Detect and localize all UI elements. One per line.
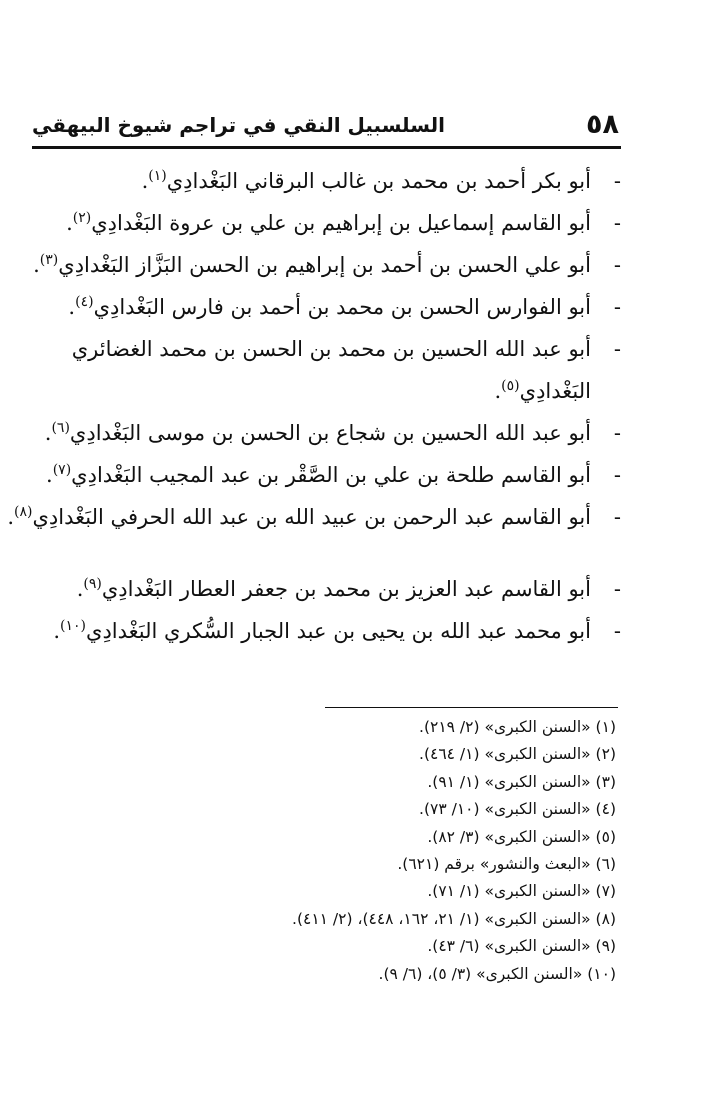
footnote-ref[interactable]: (٣) [39, 252, 59, 268]
entry-end: . [46, 463, 53, 487]
footnote: (١) «السنن الكبرى» (٢/ ٢١٩). [419, 718, 616, 736]
dash: - [613, 211, 621, 235]
entry-end: . [44, 421, 52, 445]
footnote-ref[interactable]: (٩) [83, 576, 102, 592]
entry-text: أبو القاسم إسماعيل بن إبراهيم بن علي بن عروة البَغْدادِي [91, 211, 591, 235]
footnote: (٤) «السنن الكبرى» (١٠/ ٧٣). [419, 800, 616, 819]
list-item [40, 286, 621, 328]
footnote: (٥) «السنن الكبرى» (٣/ ٨٢). [427, 827, 616, 846]
entry-text: أبو القاسم طلحة بن علي بن الصَّقْر بن عبد المجيب البَغْدادِي [71, 463, 591, 487]
list-item [40, 454, 621, 496]
dash: - [613, 421, 621, 445]
footnote: (٨) «السنن الكبرى» (١/ ٢١، ١٦٢، ٤٤٨)، (٢/ ٤١١). [292, 909, 616, 928]
dash: - [613, 463, 621, 487]
entry-text: أبو بكر أحمد بن محمد بن غالب البرقاني البَغْدادِي [166, 169, 591, 193]
list-item [40, 160, 621, 202]
list-item [40, 328, 621, 412]
entry-text: أبو محمد عبد الله بن يحيى بن عبد الجبار السُّكري البَغْدادِي [86, 619, 591, 643]
entry-end: . [76, 577, 84, 601]
footnote-ref[interactable]: (٦) [51, 420, 70, 436]
footnote: (٢) «السنن الكبرى» (١/ ٤٦٤). [419, 745, 616, 764]
list-item [40, 412, 621, 454]
list-item [40, 610, 621, 652]
footnote: (٩) «السنن الكبرى» (٦/ ٤٣). [427, 937, 616, 956]
footnote: (٧) «السنن الكبرى» (١/ ٧١). [427, 882, 616, 901]
entry-text: أبو القاسم عبد الرحمن بن عبيد الله بن عبد الله الحرفي البَغْدادِي [32, 505, 591, 529]
running-title: السلسبيل النقي في تراجم شيوخ البيهقي [32, 113, 445, 137]
list-item [7, 496, 621, 538]
footnote: (١٠) «السنن الكبرى» (٣/ ٥)، (٦/ ٩). [378, 964, 616, 983]
footnote-ref[interactable]: (١) [148, 168, 167, 184]
footnote-ref[interactable]: (٢) [72, 210, 92, 226]
entry-end: . [494, 379, 502, 403]
entry-end: . [33, 253, 40, 277]
entry-end: . [68, 295, 76, 319]
dash: - [613, 505, 621, 529]
list-item [40, 202, 621, 244]
dash: - [613, 577, 621, 601]
footnote: (٦) «البعث والنشور» برقم (٦٢١). [397, 854, 616, 873]
footnote-ref[interactable]: (٥) [501, 378, 520, 394]
entry-end: . [53, 619, 61, 643]
footnote-divider [325, 707, 618, 708]
dash: - [613, 295, 621, 319]
entry-text: أبو عبد الله الحسين بن شجاع بن الحسن بن موسى البَغْدادِي [69, 421, 591, 445]
scholar-list [7, 160, 621, 652]
footnote-ref[interactable]: (٧) [52, 462, 72, 478]
footnote-ref[interactable]: (٤) [75, 294, 94, 310]
entry-text: أبو عبد الله الحسين بن محمد بن الحسن بن محمد الغضائري البَغْدادِي [71, 337, 591, 403]
entry-text: أبو الفوارس الحسن بن محمد بن أحمد بن فارس البَغْدادِي [93, 295, 591, 319]
entry-text: أبو القاسم عبد العزيز بن محمد بن جعفر العطار البَغْدادِي [101, 577, 591, 601]
footnotes [120, 714, 616, 988]
entry-end: . [66, 211, 73, 235]
list-item [40, 568, 621, 610]
entry-text: أبو علي الحسن بن أحمد بن إبراهيم بن الحسن البَزَّاز البَغْدادِي [58, 253, 591, 277]
entry-end: . [141, 169, 149, 193]
entry-end: . [7, 505, 14, 529]
footnote-ref[interactable]: (٨) [14, 504, 33, 520]
page-header [32, 108, 619, 142]
header-rule [32, 146, 621, 149]
dash: - [613, 337, 621, 361]
dash: - [613, 619, 621, 643]
footnote-ref[interactable]: (١٠) [60, 618, 87, 634]
footnote: (٣) «السنن الكبرى» (١/ ٩١). [427, 772, 616, 791]
dash: - [613, 169, 621, 193]
list-item [33, 244, 621, 286]
page-number: ٥٨ [586, 109, 619, 140]
dash: - [613, 253, 621, 277]
